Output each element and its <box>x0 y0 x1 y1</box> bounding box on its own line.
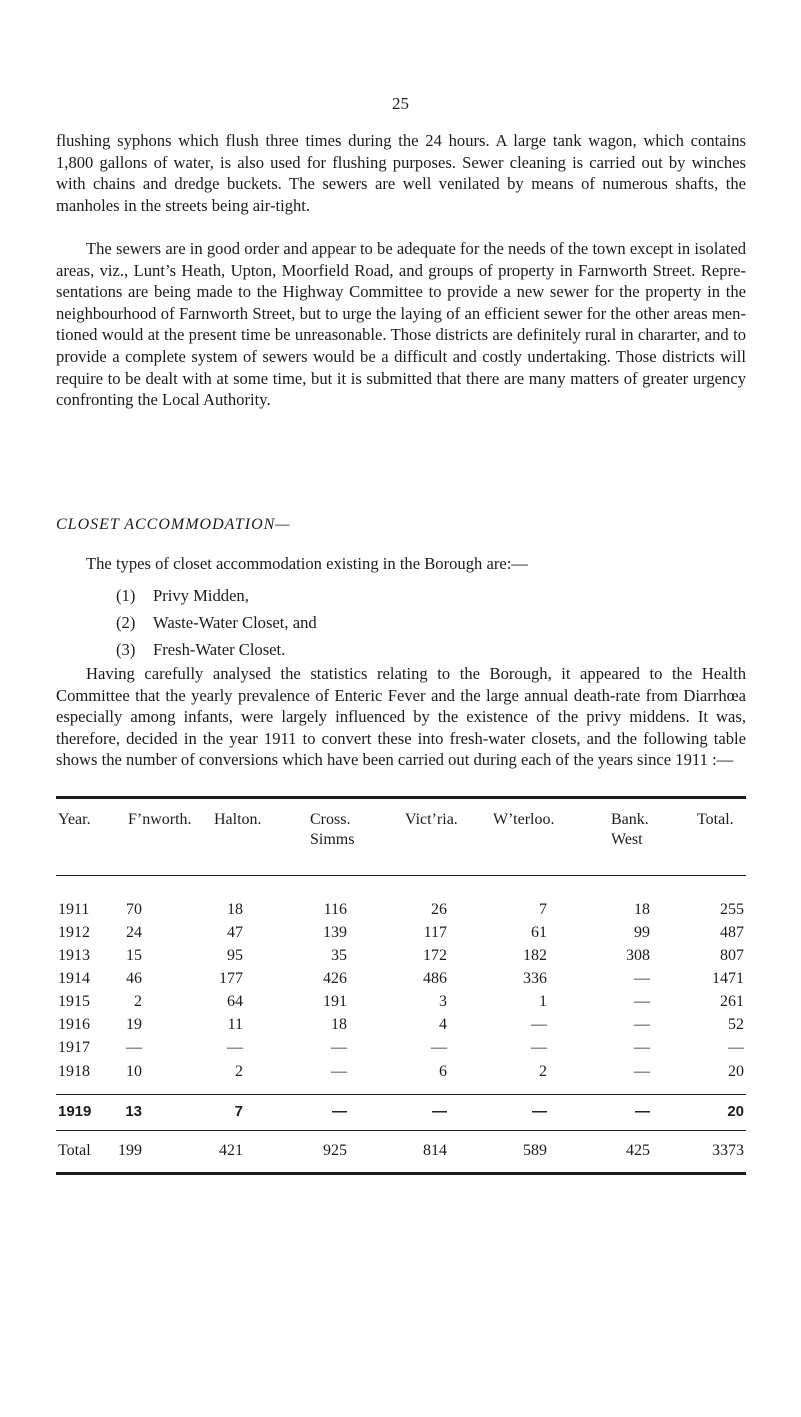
cell-bank-west: — <box>634 1016 650 1033</box>
cell-farnworth: 15 <box>126 947 142 964</box>
cell-waterloo: 182 <box>523 947 547 964</box>
list-item <box>116 582 317 609</box>
paragraph-sewers: The sewers are in good order and appear to be adequate for the needs of the town except in isolated areas, viz., Lunt’s Heath, Upton, Moorfield Road, and groups of property in Farnworth Street. Repre-sentations are being made to the Highway Committee to provide a new sewer for the property in the neighbourhood of Farnworth Street, but to urge the laying of an efficient sewer for the other areas men-tioned would at the present time be unreasonable. Those districts are definitely rural in chararter, and to provide a complete system of sewers would be a difficult and costly undertaking. Those districts will require to be dealt with at some time, but it is submitted that there are many matters of greater urgency confronting the Local Authority. <box>56 239 746 410</box>
list-item-number: (2) <box>116 613 136 632</box>
cell-waterloo: 2 <box>539 1063 547 1080</box>
cell-waterloo: 7 <box>539 901 547 918</box>
cell-victoria: 117 <box>423 924 447 941</box>
cell-halton: 64 <box>227 993 243 1010</box>
table-row <box>56 946 746 966</box>
table-rule-header <box>56 875 746 876</box>
cell-bank-west: — <box>634 970 650 987</box>
cell-halton: 47 <box>227 924 243 941</box>
cell-total: 1471 <box>712 970 744 987</box>
paragraph-flushing: flushing syphons which flush three times during the 24 hours. A large tank wagon, which contains 1,800 gallons of water, is also used for flushing purposes. Sewer cleaning is carried out by winches with chains and dredge buckets. The sewers are well venilated by means of numerous shafts, the manholes in the streets being air-tight. <box>56 131 746 215</box>
cell-victoria: 486 <box>423 970 447 987</box>
cell-farnworth: — <box>126 1039 142 1056</box>
cell-bank-west: 18 <box>634 901 650 918</box>
cell-waterloo: — <box>531 1039 547 1056</box>
cell-cross-simms: 18 <box>331 1016 347 1033</box>
table-row <box>56 992 746 1012</box>
cell-farnworth: 46 <box>126 970 142 987</box>
header-cross-simms <box>310 810 354 850</box>
cell-halton: 95 <box>227 947 243 964</box>
table-row <box>56 969 746 989</box>
cell-victoria: 172 <box>423 947 447 964</box>
cell-halton: — <box>227 1039 243 1056</box>
header-halton: Halton. <box>214 811 262 828</box>
cell-farnworth: 199 <box>118 1142 142 1159</box>
cell-year: 1919 <box>58 1103 92 1120</box>
cell-cross-simms: 35 <box>331 947 347 964</box>
header-total: Total. <box>697 811 734 828</box>
header-bank-line-2: West <box>611 831 643 848</box>
cell-year: 1913 <box>58 947 90 964</box>
cell-total: 20 <box>727 1103 744 1120</box>
header-year: Year. <box>58 811 91 828</box>
cell-halton: 421 <box>219 1142 243 1159</box>
list-item <box>116 609 317 636</box>
cell-total: 255 <box>720 901 744 918</box>
header-victoria: Vict’ria. <box>405 811 458 828</box>
table-row <box>56 1062 746 1082</box>
cell-waterloo: 1 <box>539 993 547 1010</box>
table-rule-top <box>56 796 746 799</box>
cell-waterloo: — <box>531 1016 547 1033</box>
cell-bank-west: — <box>634 1039 650 1056</box>
table-row <box>56 923 746 943</box>
cell-victoria: 26 <box>431 901 447 918</box>
cell-cross-simms: — <box>332 1103 347 1120</box>
cell-farnworth: 2 <box>134 993 142 1010</box>
header-cross-line-2: Simms <box>310 831 355 848</box>
cell-total: 52 <box>728 1016 744 1033</box>
table-rule-1919-top <box>56 1094 746 1095</box>
table-row <box>56 1015 746 1035</box>
header-farnworth: F’nworth. <box>128 811 192 828</box>
cell-year: 1917 <box>58 1039 90 1056</box>
cell-victoria: 6 <box>439 1063 447 1080</box>
page-number: 25 <box>392 94 409 113</box>
cell-halton: 18 <box>227 901 243 918</box>
cell-cross-simms: 139 <box>323 924 347 941</box>
cell-halton: 7 <box>234 1103 243 1120</box>
cell-total: — <box>728 1039 744 1056</box>
cell-label: Total <box>58 1142 91 1159</box>
cell-cross-simms: 191 <box>323 993 347 1010</box>
cell-cross-simms: — <box>331 1039 347 1056</box>
cell-bank-west: — <box>634 1063 650 1080</box>
cell-bank-west: — <box>635 1103 650 1120</box>
cell-total: 261 <box>720 993 744 1010</box>
list-item-label: Waste-Water Closet, and <box>153 613 317 632</box>
cell-bank-west: — <box>634 993 650 1010</box>
cell-cross-simms: 426 <box>323 970 347 987</box>
header-bank-west <box>611 810 649 850</box>
cell-year: 1911 <box>58 901 90 918</box>
cell-total: 3373 <box>712 1142 744 1159</box>
table-row <box>56 1038 746 1058</box>
cell-victoria: — <box>432 1103 447 1120</box>
cell-farnworth: 13 <box>125 1103 142 1120</box>
cell-bank-west: 425 <box>626 1142 650 1159</box>
cell-cross-simms: 925 <box>323 1142 347 1159</box>
cell-year: 1916 <box>58 1016 90 1033</box>
cell-halton: 177 <box>219 970 243 987</box>
cell-cross-simms: 116 <box>323 901 347 918</box>
table-row <box>56 900 746 920</box>
header-bank-line-1: Bank. <box>611 811 649 828</box>
cell-halton: 2 <box>235 1063 243 1080</box>
cell-year: 1912 <box>58 924 90 941</box>
cell-bank-west: 99 <box>634 924 650 941</box>
cell-victoria: — <box>431 1039 447 1056</box>
list-item-label: Fresh-Water Closet. <box>153 640 286 659</box>
cell-waterloo: 336 <box>523 970 547 987</box>
cell-halton: 11 <box>227 1016 243 1033</box>
cell-waterloo: 589 <box>523 1142 547 1159</box>
cell-victoria: 814 <box>423 1142 447 1159</box>
paragraph-closet-types: The types of closet accommodation existing in the Borough are:— <box>86 554 528 573</box>
table-header <box>56 810 746 870</box>
table-rule-bottom <box>56 1172 746 1175</box>
cell-year: 1914 <box>58 970 90 987</box>
cell-cross-simms: — <box>331 1063 347 1080</box>
cell-victoria: 3 <box>439 993 447 1010</box>
cell-victoria: 4 <box>439 1016 447 1033</box>
cell-farnworth: 24 <box>126 924 142 941</box>
table-row-1919 <box>56 1102 746 1122</box>
cell-total: 807 <box>720 947 744 964</box>
list-item-number: (3) <box>116 640 136 659</box>
cell-total: 487 <box>720 924 744 941</box>
cell-waterloo: — <box>532 1103 547 1120</box>
cell-waterloo: 61 <box>531 924 547 941</box>
cell-year: 1918 <box>58 1063 90 1080</box>
list-item-label: Privy Midden, <box>153 586 249 605</box>
section-heading-closet-accommodation: CLOSET ACCOMMODATION— <box>56 516 291 533</box>
closet-types-list <box>116 582 317 663</box>
table-rule-1919-bottom <box>56 1130 746 1131</box>
header-waterloo: W’terloo. <box>493 811 555 828</box>
cell-farnworth: 70 <box>126 901 142 918</box>
list-item <box>116 636 317 663</box>
table-row-total <box>56 1141 746 1161</box>
list-item-number: (1) <box>116 586 136 605</box>
paragraph-analysis: Having carefully analysed the statistics relating to the Borough, it appeared to the Health Committee that the yearly prevalence of Enteric Fever and the large annual death-rate from Diarrhœa especially among infants, were largely influenced by the existence of the privy middens. It was, therefore, decided in the year 1911 to convert these into fresh-water closets, and the following table shows the number of conversions which have been carried out during each of the years since 1911 :— <box>56 664 746 770</box>
cell-total: 20 <box>728 1063 744 1080</box>
cell-farnworth: 10 <box>126 1063 142 1080</box>
cell-bank-west: 308 <box>626 947 650 964</box>
header-cross-line-1: Cross. <box>310 811 351 828</box>
cell-year: 1915 <box>58 993 90 1010</box>
cell-farnworth: 19 <box>126 1016 142 1033</box>
